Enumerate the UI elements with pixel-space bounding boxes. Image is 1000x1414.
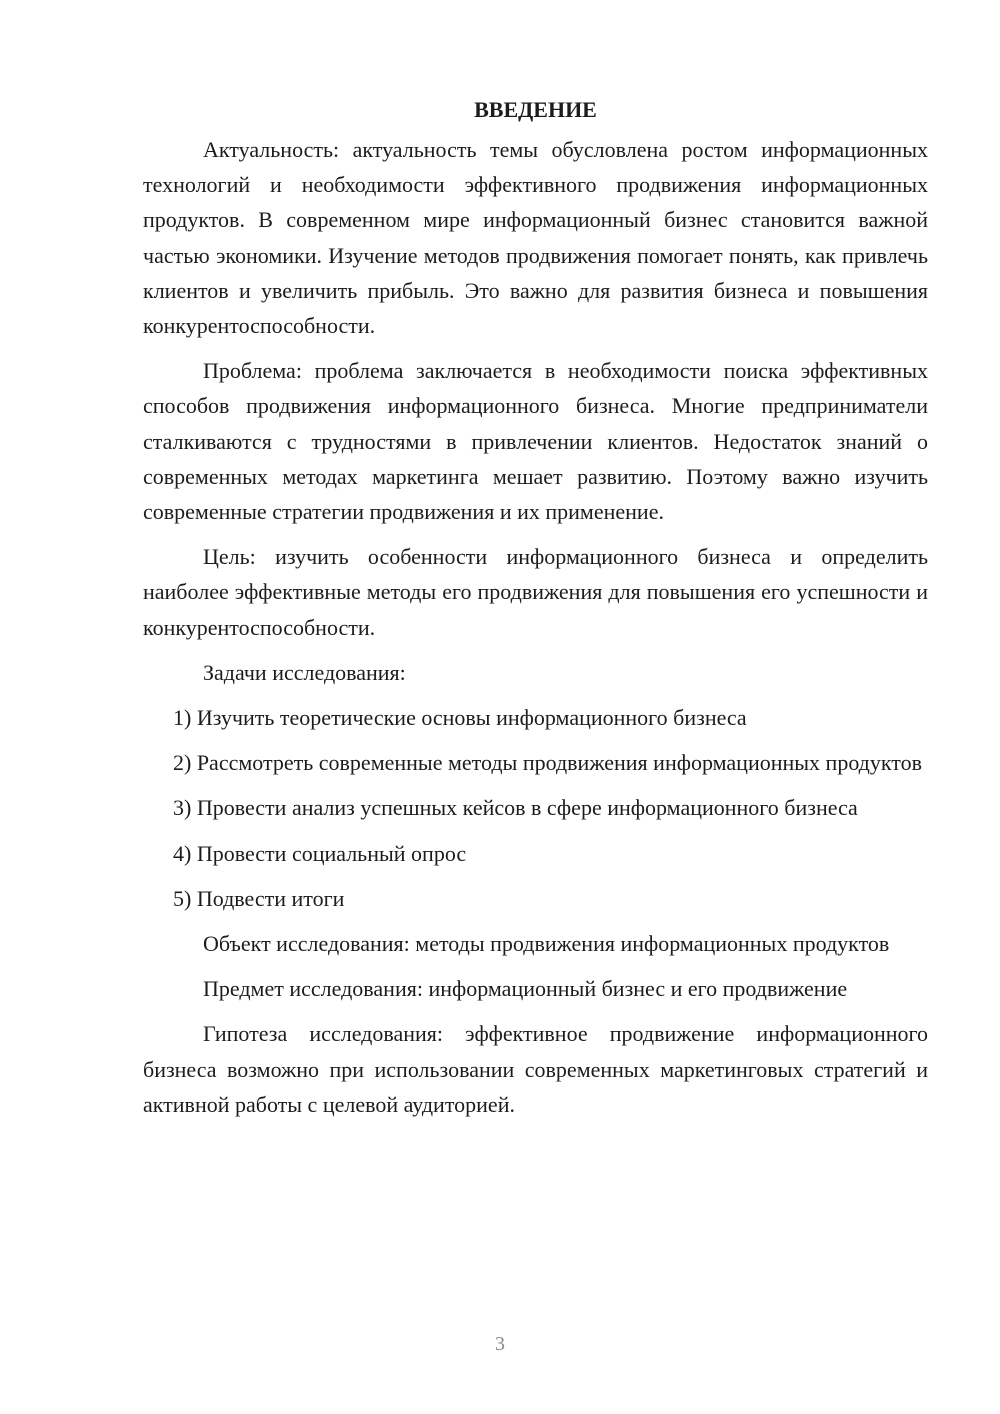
task-item-1: 1) Изучить теоретические основы информационного бизнеса xyxy=(173,705,747,731)
page-heading: ВВЕДЕНИЕ xyxy=(474,97,597,122)
paragraph-object: Объект исследования: методы продвижения информационных продуктов xyxy=(203,931,890,957)
task-item-4: 4) Провести социальный опрос xyxy=(173,840,467,866)
task-item-2: 2) Рассмотреть современные методы продвижения информационных продуктов xyxy=(173,750,922,776)
document-page xyxy=(143,90,928,1132)
page-number: 3 xyxy=(495,1333,505,1355)
tasks-intro: Задачи исследования: xyxy=(203,659,406,685)
paragraph-hypothesis: Гипотеза исследования: эффективное продвижение информационного бизнеса возможно при использовании современных маркетинговых стратегий и активной работы с целевой аудиторией. xyxy=(143,1021,928,1117)
paragraph-relevance: Актуальность: актуальность темы обусловлена ростом информационных технологий и необходимости эффективного продвижения информационных продуктов. В современном мире информационный бизнес становится важной частью экономики. Изучение методов продвижения помогает понять, как привлечь клиентов и увеличить прибыль. Это важно для развития бизнеса и повышения конкурентоспособности. xyxy=(143,137,928,339)
task-item-5: 5) Подвести итоги xyxy=(173,885,345,911)
task-item-3: 3) Провести анализ успешных кейсов в сфере информационного бизнеса xyxy=(173,795,858,821)
paragraph-problem: Проблема: проблема заключается в необходимости поиска эффективных способов продвижения информационного бизнеса. Многие предприниматели сталкиваются с трудностями в привлечении клиентов. Недостаток знаний о современных методах маркетинга мешает развитию. Поэтому важно изучить современные стратегии продвижения и их применение. xyxy=(143,358,928,525)
paragraph-goal: Цель: изучить особенности информационного бизнеса и определить наиболее эффективные методы его продвижения для повышения его успешности и конкурентоспособности. xyxy=(143,544,928,640)
paragraph-subject: Предмет исследования: информационный бизнес и его продвижение xyxy=(203,976,848,1002)
